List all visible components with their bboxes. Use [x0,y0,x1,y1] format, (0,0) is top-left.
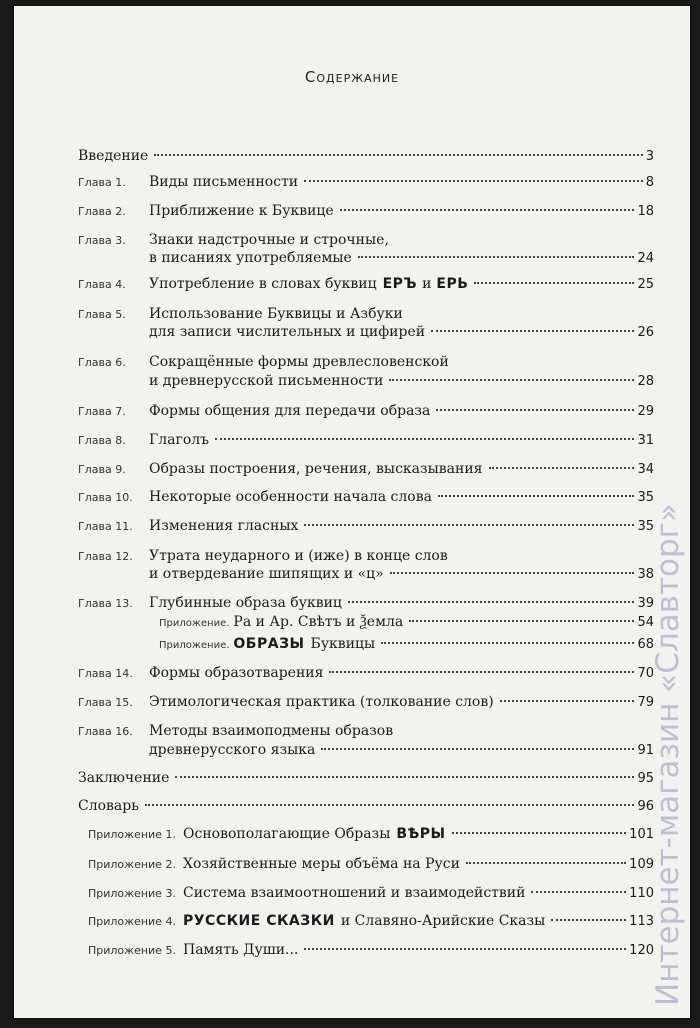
toc-entry-title: Словарь [78,798,139,814]
toc-page-number: 70 [637,666,654,681]
toc-entry-title: и [422,276,432,292]
toc-entry-title-emphasis: ВѢРЫ [396,826,446,842]
chapter-label: Глава 9. [78,463,126,476]
toc-entry-title: Заключение [78,770,170,786]
toc-entry-title: Знаки надстрочные и строчные, [149,232,389,248]
toc-page-number: 3 [645,149,654,164]
toc-page-number: 35 [637,490,654,505]
toc-entry-title: Образы построения, речения, высказывания [149,461,483,477]
toc-page-number: 79 [637,695,654,710]
toc-entry-title: Методы взаимоподмены образов [149,723,394,739]
toc-page-number: 18 [637,204,654,219]
appendix-label: Приложение 1. [88,828,176,841]
chapter-label: Глава 7. [78,405,126,418]
toc-entry-title-continued: и отвердевание шипящих и «ц» [149,566,384,582]
appendix-label: Приложение 4. [88,915,176,928]
toc-entry-title-emphasis: РУССКИЕ СКАЗКИ [183,913,335,929]
dot-leader [154,154,642,156]
toc-page-number: 113 [629,914,654,929]
appendix-label: Приложение 2. [88,858,176,871]
toc-page-number: 91 [637,743,654,758]
chapter-label: Глава 12. [78,550,133,563]
toc-entry-title: Память Души... [183,942,299,958]
chapter-label: Глава 11. [78,520,133,533]
toc-entry-title-emphasis: ЕРЬ [436,276,469,292]
toc-page-number: 101 [629,827,654,842]
dot-leader [531,891,626,893]
toc-entry-title: Глаголъ [149,432,210,448]
book-page [14,6,690,1018]
toc-page-number: 31 [637,433,654,448]
toc-entry-title: Утрата неударного и (иже) в конце слов [149,548,448,564]
toc-entry-title: Виды письменности [149,174,299,190]
toc-entry-title-continued: в писаниях употребляемые [149,250,352,266]
toc-page-number: 8 [645,175,654,190]
store-watermark [646,186,690,1006]
dot-leader [466,862,626,864]
toc-page-number: 24 [637,251,654,266]
dot-leader [215,438,634,440]
dot-leader [431,330,634,332]
chapter-label: Глава 5. [78,308,126,321]
toc-entry-title-continued: и древнерусской письменности [149,373,384,389]
dot-leader [175,776,634,778]
chapter-label: Глава 16. [78,725,133,738]
toc-page-number: 28 [637,374,654,389]
dot-leader [348,601,635,603]
appendix-label: Приложение 5. [88,944,176,957]
toc-entry-title: и Славяно-Арийские Сказы [340,913,546,929]
dot-leader [358,256,635,258]
chapter-label: Глава 2. [78,205,126,218]
toc-entry-title: Сокращённые формы древлесловенской [149,354,449,370]
chapter-label: Глава 15. [78,696,133,709]
chapter-label: Глава 6. [78,356,126,369]
appendix-label: Приложение. [159,640,230,651]
toc-entry-title: Приближение к Буквице [149,203,334,219]
toc-page-number: 25 [637,277,654,292]
toc-page-number: 38 [637,567,654,582]
chapter-label: Глава 8. [78,434,126,447]
toc-entry-title: Буквицы [310,636,376,652]
dot-leader [145,804,635,806]
dot-leader [321,748,634,750]
appendix-label: Приложение. [159,618,230,629]
appendix-label: Приложение 3. [88,887,176,900]
toc-entry-title: Изменения гласных [149,518,299,534]
dot-leader [438,495,635,497]
toc-entry-title: Употребление в словах буквиц [149,276,377,292]
dot-leader [452,832,627,834]
toc-page-number: 95 [637,771,654,786]
table-of-contents [14,6,690,1018]
toc-page-number: 35 [637,519,654,534]
dot-leader [390,572,635,574]
toc-entry-title-emphasis: ЕРЪ [382,276,418,292]
watermark-text: Интернет-магазин «Славторг» [650,503,686,1006]
toc-entry-title: Основополагающие Образы [183,826,391,842]
dot-leader [304,524,634,526]
toc-page-number: 39 [637,596,654,611]
dot-leader [389,379,634,381]
toc-page-number: 110 [629,886,654,901]
chapter-label: Глава 1. [78,176,126,189]
dot-leader [329,671,634,673]
toc-entry-title: Некоторые особенности начала слова [149,489,432,505]
toc-entry-title: Ра и Ар. Свѣтъ и Ѯемла [233,614,404,630]
dot-leader [304,948,626,950]
dot-leader [551,919,626,921]
toc-entry-title: Введение [78,148,149,164]
toc-page-number: 29 [637,404,654,419]
toc-page-number: 54 [637,615,654,630]
dot-leader [474,282,634,284]
page-title: Содержание [304,68,400,86]
dot-leader [436,409,634,411]
toc-entry-title: Формы общения для передачи образа [149,403,431,419]
dot-leader [340,209,635,211]
toc-entry-title-continued: древнерусского языка [149,742,316,758]
toc-page-number: 109 [629,857,654,872]
toc-entry-title: Формы образотварения [149,665,324,681]
dot-leader [409,620,634,622]
toc-page-number: 96 [637,799,654,814]
toc-entry-title: Глубинные образа буквиц [149,595,342,611]
chapter-label: Глава 13. [78,597,133,610]
toc-entry-title: Система взаимоотношений и взаимодействий [183,885,526,901]
chapter-label: Глава 4. [78,278,126,291]
toc-page-number: 68 [637,637,654,652]
chapter-label: Глава 14. [78,667,133,680]
toc-entry-title-emphasis: ОБРАЗЫ [233,636,305,652]
toc-page-number: 26 [637,325,654,340]
toc-page-number: 120 [629,943,654,958]
toc-entry-title-continued: для записи числительных и цифирей [149,324,426,340]
toc-entry-title: Этимологическая практика (толкование слов) [149,694,494,710]
toc-entry-title: Хозяйственные меры объёма на Руси [183,856,460,872]
chapter-label: Глава 3. [78,234,126,247]
dot-leader [489,467,635,469]
chapter-label: Глава 10. [78,491,133,504]
toc-entry-title: Использование Буквицы и Азбуки [149,306,403,322]
dot-leader [304,180,643,182]
dot-leader [381,642,634,644]
toc-page-number: 34 [637,462,654,477]
dot-leader [500,700,635,702]
